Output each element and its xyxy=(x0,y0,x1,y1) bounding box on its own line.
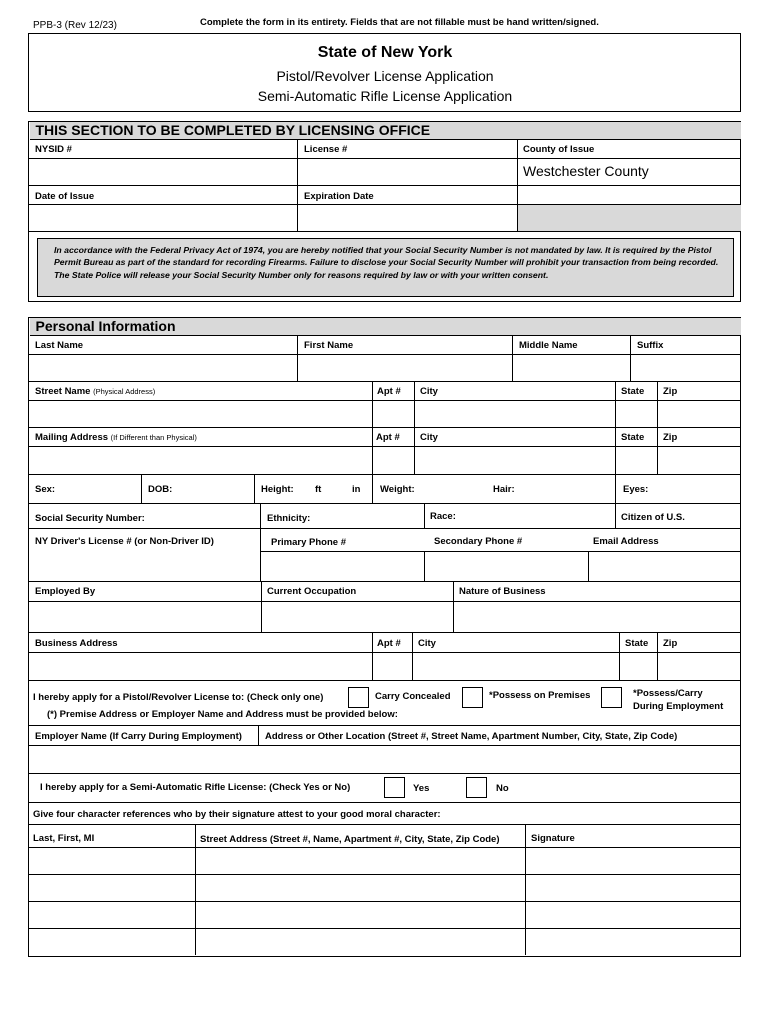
email-label: Email Address xyxy=(593,536,659,547)
licensing-section-title: THIS SECTION TO BE COMPLETED BY LICENSING OFFICE xyxy=(35,122,431,138)
street-name-field[interactable] xyxy=(30,401,371,427)
nysid-field[interactable] xyxy=(30,159,296,184)
eyes-field[interactable] xyxy=(655,476,740,502)
rifle-yes-checkbox[interactable] xyxy=(384,777,405,798)
first-name-field[interactable] xyxy=(298,355,511,381)
ethnicity-field[interactable] xyxy=(318,505,423,527)
carry-concealed-checkbox[interactable] xyxy=(348,687,369,708)
last-name-label: Last Name xyxy=(35,340,84,351)
employer-address-field[interactable] xyxy=(30,746,740,773)
reference-4-signature[interactable] xyxy=(526,929,740,954)
business-apt-field[interactable] xyxy=(373,653,411,679)
privacy-notice-text: In accordance with the Federal Privacy Act of 1974, you are hereby notified that your Social Security Number is not mandated by law. It is required by the Pistol Permit Bureau as part of the standard for recording Firearms. Failure to disclose your Social Security Number will prohibit your transaction from being recorded. The State Police will release your Social Security Number only for reasons required by law or with your written consent. xyxy=(54,245,719,280)
rifle-apply-text: I hereby apply for a Semi-Automatic Rifle License: (Check Yes or No) xyxy=(40,782,351,793)
reference-3-signature[interactable] xyxy=(526,902,740,927)
rifle-yes-label: Yes xyxy=(413,783,430,794)
mailing-address-label xyxy=(35,432,197,443)
possess-carry-label-2: During Employment xyxy=(633,701,724,712)
application-title-pistol: Pistol/Revolver License Application xyxy=(276,68,494,84)
street-name-note: (Physical Address) xyxy=(93,387,156,396)
mailing-zip-field[interactable] xyxy=(658,447,740,474)
reference-2-signature[interactable] xyxy=(526,875,740,900)
personal-section-title: Personal Information xyxy=(35,318,176,334)
possess-premises-label: *Possess on Premises xyxy=(489,690,591,701)
dob-field[interactable] xyxy=(178,476,253,502)
state-title: State of New York xyxy=(317,44,453,61)
mailing-state-field[interactable] xyxy=(616,447,656,474)
hair-field[interactable] xyxy=(520,476,614,502)
licensing-section-header xyxy=(30,122,741,140)
reference-4-address[interactable] xyxy=(196,929,524,954)
mailing-address-text: Mailing Address xyxy=(35,432,109,443)
business-city-label: City xyxy=(418,638,436,649)
reference-name-header: Last, First, MI xyxy=(33,833,95,844)
mailing-apt-label: Apt # xyxy=(376,432,400,443)
ssn-field[interactable] xyxy=(150,505,259,527)
application-title-rifle: Semi-Automatic Rifle License Application xyxy=(257,88,513,104)
county-issue-field[interactable] xyxy=(518,159,740,184)
date-issue-label: Date of Issue xyxy=(35,191,95,202)
reference-4-name[interactable] xyxy=(30,929,194,954)
ny-license-field[interactable] xyxy=(30,552,259,580)
street-city-field[interactable] xyxy=(415,401,614,427)
expiration-date-label: Expiration Date xyxy=(304,191,374,202)
business-state-field[interactable] xyxy=(620,653,656,679)
height-label: Height: xyxy=(261,484,294,495)
ny-license-label: NY Driver's License # (or Non-Driver ID) xyxy=(35,536,214,547)
hair-label: Hair: xyxy=(493,484,515,495)
date-shaded-cell xyxy=(518,205,741,231)
email-field[interactable] xyxy=(589,552,740,580)
date-issue-field[interactable] xyxy=(30,205,296,230)
mailing-address-note: (If Different than Physical) xyxy=(110,433,197,442)
license-number-label: License # xyxy=(304,144,348,155)
carry-concealed-label: Carry Concealed xyxy=(375,691,451,702)
middle-name-field[interactable] xyxy=(513,355,629,381)
reference-3-name[interactable] xyxy=(30,902,194,927)
employed-by-label: Employed By xyxy=(35,586,96,597)
reference-address-header: Street Address (Street #, Name, Apartment #, City, State, Zip Code) xyxy=(200,834,500,845)
street-state-field[interactable] xyxy=(616,401,656,427)
business-address-field[interactable] xyxy=(30,653,371,679)
weight-field[interactable] xyxy=(420,476,490,502)
citizen-field[interactable] xyxy=(692,505,740,527)
street-apt-label: Apt # xyxy=(377,386,401,397)
suffix-label: Suffix xyxy=(637,340,664,351)
middle-name-label: Middle Name xyxy=(519,340,578,351)
street-name-label xyxy=(35,386,155,397)
business-city-field[interactable] xyxy=(413,653,618,679)
height-ft-field[interactable] xyxy=(296,476,314,502)
personal-section-header xyxy=(30,318,741,336)
reference-1-name[interactable] xyxy=(30,848,194,873)
license-number-field[interactable] xyxy=(298,159,516,184)
reference-1-signature[interactable] xyxy=(526,848,740,873)
nature-business-label: Nature of Business xyxy=(459,586,546,597)
nature-business-field[interactable] xyxy=(454,602,740,631)
occupation-field[interactable] xyxy=(262,602,452,631)
rifle-no-checkbox[interactable] xyxy=(466,777,487,798)
street-zip-label: Zip xyxy=(663,386,678,397)
race-field[interactable] xyxy=(462,505,614,527)
possess-premises-checkbox[interactable] xyxy=(462,687,483,708)
height-ft-label: ft xyxy=(315,484,322,495)
county-issue-label: County of Issue xyxy=(523,144,595,155)
address-other-label: Address or Other Location (Street #, Street Name, Apartment Number, City, State, Zip Code) xyxy=(265,731,678,742)
primary-phone-field[interactable] xyxy=(261,552,423,580)
eyes-label: Eyes: xyxy=(623,484,649,495)
nysid-label: NYSID # xyxy=(35,144,72,155)
expiration-date-field[interactable] xyxy=(298,205,516,230)
reference-1-address[interactable] xyxy=(196,848,524,873)
reference-3-address[interactable] xyxy=(196,902,524,927)
privacy-notice xyxy=(37,238,734,297)
sex-field[interactable] xyxy=(62,476,140,502)
premise-note: (*) Premise Address or Employer Name and Address must be provided below: xyxy=(47,709,398,720)
secondary-phone-field[interactable] xyxy=(425,552,587,580)
mailing-address-field[interactable] xyxy=(30,447,371,474)
form-id: PPB-3 (Rev 12/23) xyxy=(33,20,117,31)
weight-label: Weight: xyxy=(380,484,415,495)
street-state-label: State xyxy=(621,386,645,397)
primary-phone-label: Primary Phone # xyxy=(271,537,346,548)
height-in-field[interactable] xyxy=(331,476,351,502)
mailing-state-label: State xyxy=(621,432,645,443)
references-instructions: Give four character references who by their signature attest to your good moral character: xyxy=(33,809,441,820)
height-in-label: in xyxy=(352,484,361,495)
form-instructions: Complete the form in its entirety. Fields that are not fillable must be hand written/signed. xyxy=(200,17,599,28)
business-apt-label: Apt # xyxy=(377,638,401,649)
suffix-field[interactable] xyxy=(631,355,740,381)
mailing-city-field[interactable] xyxy=(415,447,614,474)
possess-carry-employment-checkbox[interactable] xyxy=(601,687,622,708)
county-issue-value: Westchester County xyxy=(523,163,649,179)
reference-2-address[interactable] xyxy=(196,875,524,900)
reference-2-name[interactable] xyxy=(30,875,194,900)
mailing-city-label: City xyxy=(420,432,438,443)
ssn-label: Social Security Number: xyxy=(35,513,145,524)
business-zip-label: Zip xyxy=(663,638,678,649)
reference-signature-header: Signature xyxy=(531,833,575,844)
street-city-label: City xyxy=(420,386,438,397)
street-name-text: Street Name xyxy=(35,386,91,397)
street-zip-field[interactable] xyxy=(658,401,740,427)
business-address-label: Business Address xyxy=(35,638,118,649)
rifle-no-label: No xyxy=(496,783,509,794)
mailing-zip-label: Zip xyxy=(663,432,678,443)
ethnicity-label: Ethnicity: xyxy=(267,513,311,524)
street-apt-field[interactable] xyxy=(373,401,413,427)
secondary-phone-label: Secondary Phone # xyxy=(434,536,523,547)
race-label: Race: xyxy=(430,511,456,522)
business-state-label: State xyxy=(625,638,649,649)
employer-name-label: Employer Name (If Carry During Employment) xyxy=(35,731,242,742)
occupation-label: Current Occupation xyxy=(267,586,357,597)
possess-carry-label-1: *Possess/Carry xyxy=(633,688,703,699)
business-zip-field[interactable] xyxy=(658,653,740,679)
employed-by-field[interactable] xyxy=(30,602,260,631)
pistol-apply-text: I hereby apply for a Pistol/Revolver License to: (Check only one) xyxy=(33,692,324,703)
mailing-apt-field[interactable] xyxy=(373,447,413,474)
last-name-field[interactable] xyxy=(30,355,296,381)
dob-label: DOB: xyxy=(148,484,173,495)
first-name-label: First Name xyxy=(304,340,354,351)
citizen-label: Citizen of U.S. xyxy=(621,512,685,523)
sex-label: Sex: xyxy=(35,484,56,495)
